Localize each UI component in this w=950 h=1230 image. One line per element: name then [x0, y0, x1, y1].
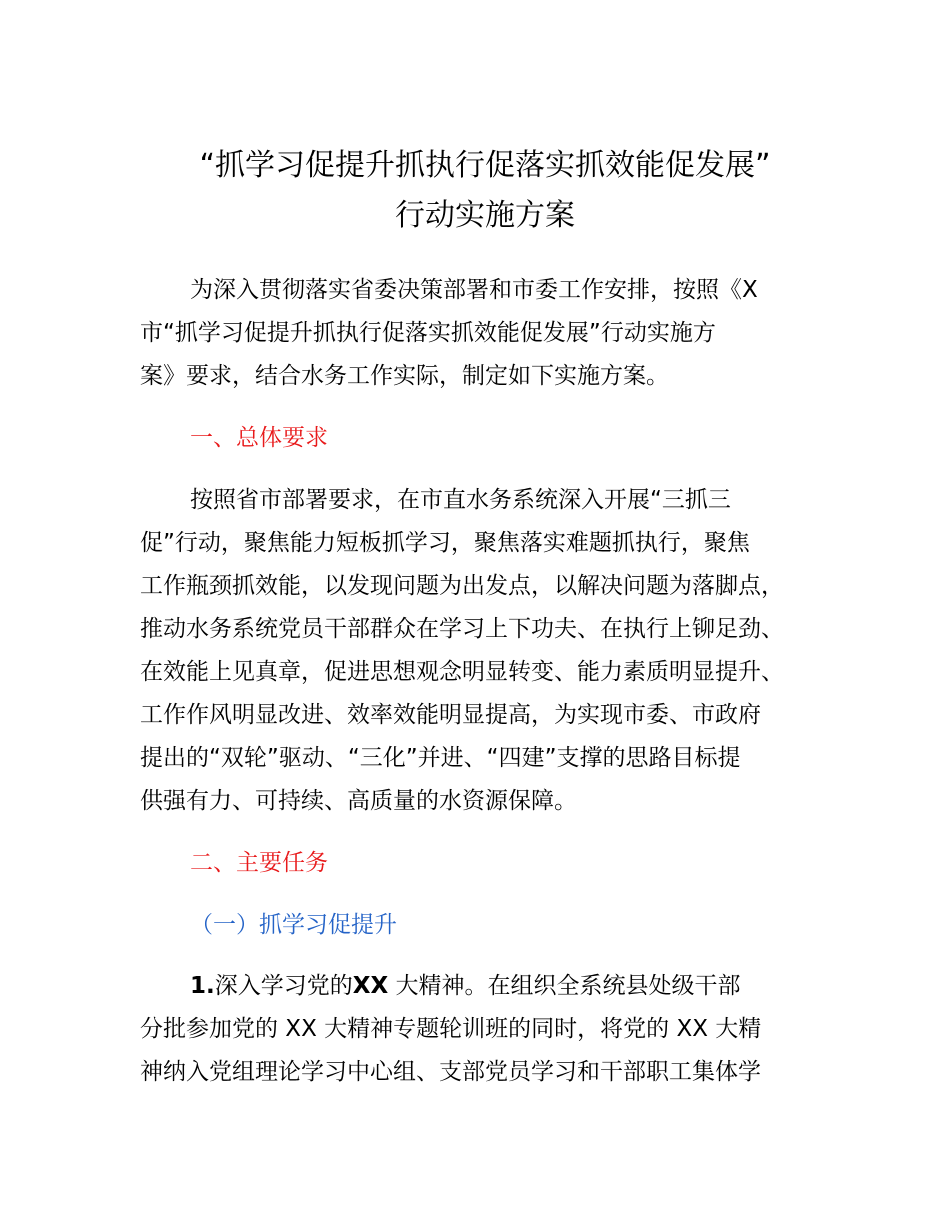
- document-title-line-1: “抓学习促提升抓执行促落实抓效能促发展”: [199, 148, 771, 183]
- intro-line-2: 市“抓学习促提升抓执行促落实抓效能促发展”行动实施方: [140, 320, 716, 346]
- intro-line-1: 为深入贯彻落实省委决策部署和市委工作安排，按照《X: [190, 277, 758, 303]
- section1-line-4: 推动水务系统党员干部群众在学习上下功夫、在执行上铆足劲、: [140, 616, 784, 642]
- item1-text-b: 大精神。在组织全系统县处级干部: [395, 973, 741, 999]
- section-heading-main-tasks: 二、主要任务: [190, 850, 328, 876]
- section1-line-5: 在效能上见真章，促进思想观念明显转变、能力素质明显提升、: [140, 659, 784, 685]
- document-title-line-2: 行动实施方案: [395, 198, 575, 233]
- section-heading-overall-requirements: 一、总体要求: [190, 425, 328, 451]
- item-number: 1.: [190, 973, 215, 999]
- section1-line-6: 工作作风明显改进、效率效能明显提高，为实现市委、市政府: [140, 702, 761, 728]
- item1-line-1: [190, 970, 741, 1002]
- item1-text-a: 深入学习党的: [214, 973, 353, 999]
- section1-line-2: 促”行动，聚焦能力短板抓学习，聚焦落实难题抓执行，聚焦: [140, 530, 750, 556]
- subsection-heading-study: （一）抓学习促提升: [190, 912, 397, 938]
- section1-line-1: 按照省市部署要求，在市直水务系统深入开展“三抓三: [190, 487, 731, 513]
- intro-line-3: 案》要求，结合水务工作实际，制定如下实施方案。: [140, 363, 669, 389]
- section1-line-8: 供强有力、可持续、高质量的水资源保障。: [140, 788, 577, 814]
- item1-line-2: 分批参加党的 XX 大精神专题轮训班的同时，将党的 XX 大精: [140, 1016, 762, 1042]
- item1-line-3: 神纳入党组理论学习中心组、支部党员学习和干部职工集体学: [140, 1059, 761, 1085]
- section1-line-3: 工作瓶颈抓效能，以发现问题为出发点，以解决问题为落脚点，: [140, 573, 784, 599]
- item1-bold-xx: XX: [352, 973, 389, 999]
- section1-line-7: 提出的“双轮”驱动、“三化”并进、“四建”支撑的思路目标提: [140, 745, 741, 771]
